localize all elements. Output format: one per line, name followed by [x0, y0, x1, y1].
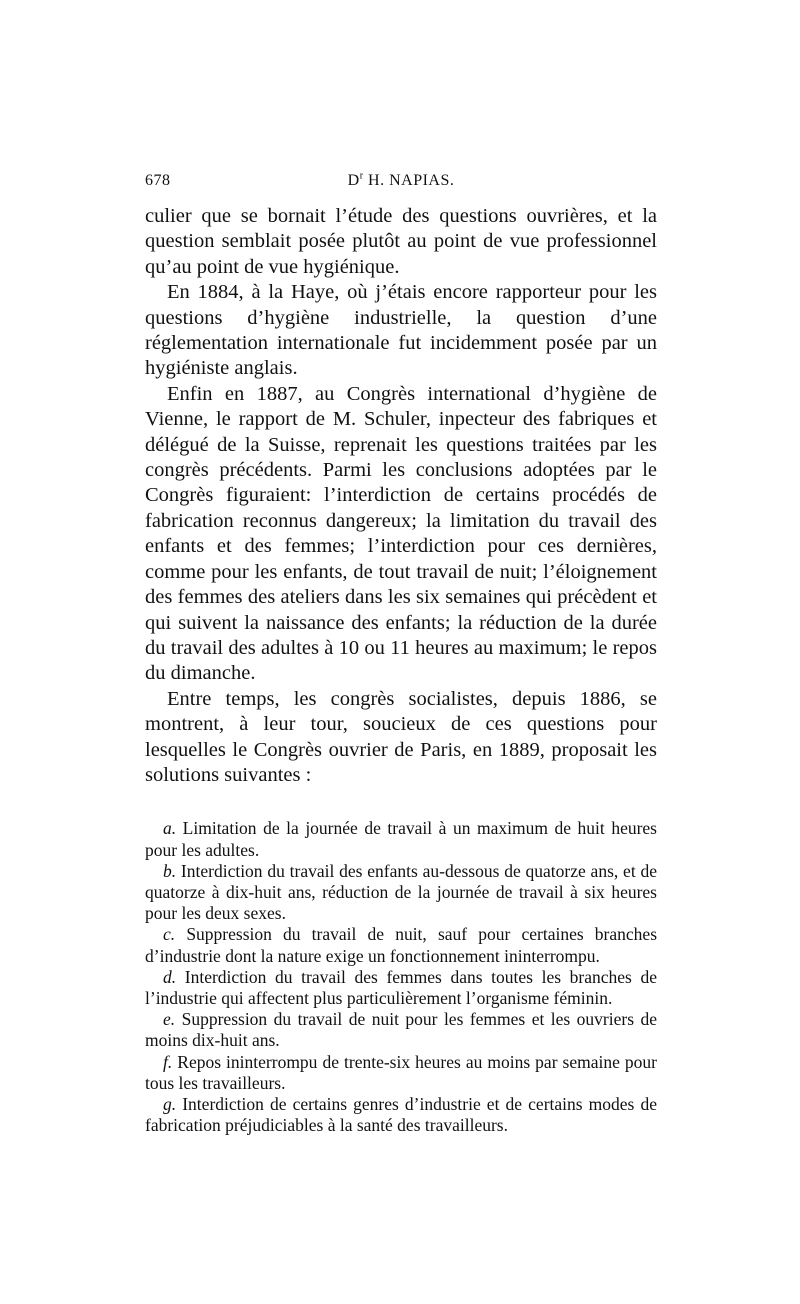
list-item-letter: c. — [163, 924, 176, 945]
author-name: H. NAPIAS. — [368, 172, 455, 189]
running-head — [145, 172, 657, 190]
list-item-letter: e. — [163, 1009, 176, 1030]
paragraph-vienne-1887: Enfin en 1887, au Congrès international d’hygiène de Vienne, le rapport de M. Schuler, inpecteur des fabriques et délégué de la Suisse, reprenait les questions traitées par les congrès précédents. Parmi les conclusions adoptées par le Congrès figuraient: l’interdiction de certains procédés de fabrication reconnus dangereux; la limitation du travail des enfants et des femmes; l’interdiction pour ces dernières, comme pour les enfants, de tout travail de nuit; l’éloignement des femmes des ateliers dans les six semaines qui précèdent et qui suivent la naissance des enfants; la réduction de la durée du travail des adultes à 10 ou 11 heures au maximum; le repos du dimanche. — [145, 382, 657, 685]
paragraph-la-haye-1884: En 1884, à la Haye, où j’étais encore rapporteur pour les questions d’hygiène industrielle, la question d’une réglementation internationale fut incidemment posée par un hygiéniste anglais. — [145, 281, 657, 380]
list-item — [145, 924, 657, 966]
list-item — [145, 818, 657, 860]
list-item — [145, 967, 657, 1009]
list-item-text: Interdiction du travail des enfants au-dessous de quatorze ans, et de quatorze à dix-huit ans, réduction de la journée de travail à six heures pour les deux sexes. — [145, 860, 657, 924]
list-item — [145, 1094, 657, 1136]
list-item-letter: g. — [163, 1093, 177, 1114]
book-page — [145, 172, 657, 1136]
list-item-letter: a. — [163, 818, 177, 839]
list-item-letter: b. — [163, 860, 177, 881]
page-header — [145, 172, 657, 196]
list-item-text: Limitation de la journée de travail à un maximum de huit heures pour les adultes. — [145, 818, 657, 860]
list-item — [145, 1009, 657, 1051]
list-item — [145, 861, 657, 925]
list-item-text: Suppression du travail de nuit, sauf pour certaines branches d’industrie dont la nature exige un fonctionnement ininterrompu. — [145, 924, 658, 966]
paragraph-congres-socialistes: Entre temps, les congrès socialistes, depuis 1886, se montrent, à leur tour, soucieux de ces questions pour lesquelles le Congrès ouvrier de Paris, en 1889, proposait les solutions suivantes : — [145, 687, 657, 786]
list-item-letter: f. — [163, 1051, 173, 1072]
list-item — [145, 1052, 657, 1094]
proposed-solutions-list — [145, 818, 657, 1136]
list-item-text: Interdiction de certains genres d’industrie et de certains modes de fabrication préjudiciables à la santé des travailleurs. — [145, 1093, 657, 1136]
list-item-text: Repos ininterrompu de trente-six heures au moins par semaine pour tous les travailleurs. — [145, 1051, 657, 1093]
paragraph-continuation: culier que se bornait l’étude des questions ouvrières, et la question semblait posée plutôt au point de vue professionnel qu’au point de vue hygiénique. — [145, 205, 657, 278]
author-prefix: D — [347, 172, 360, 189]
list-item-text: Suppression du travail de nuit pour les femmes et les ouvriers de moins dix-huit ans. — [145, 1009, 657, 1051]
author-title-superscript: r — [359, 170, 364, 182]
page-number: 678 — [145, 172, 171, 189]
list-item-text: Interdiction du travail des femmes dans toutes les branches de l’industrie qui affectent plus particulièrement l’organisme féminin. — [145, 966, 658, 1008]
list-item-letter: d. — [163, 966, 177, 987]
